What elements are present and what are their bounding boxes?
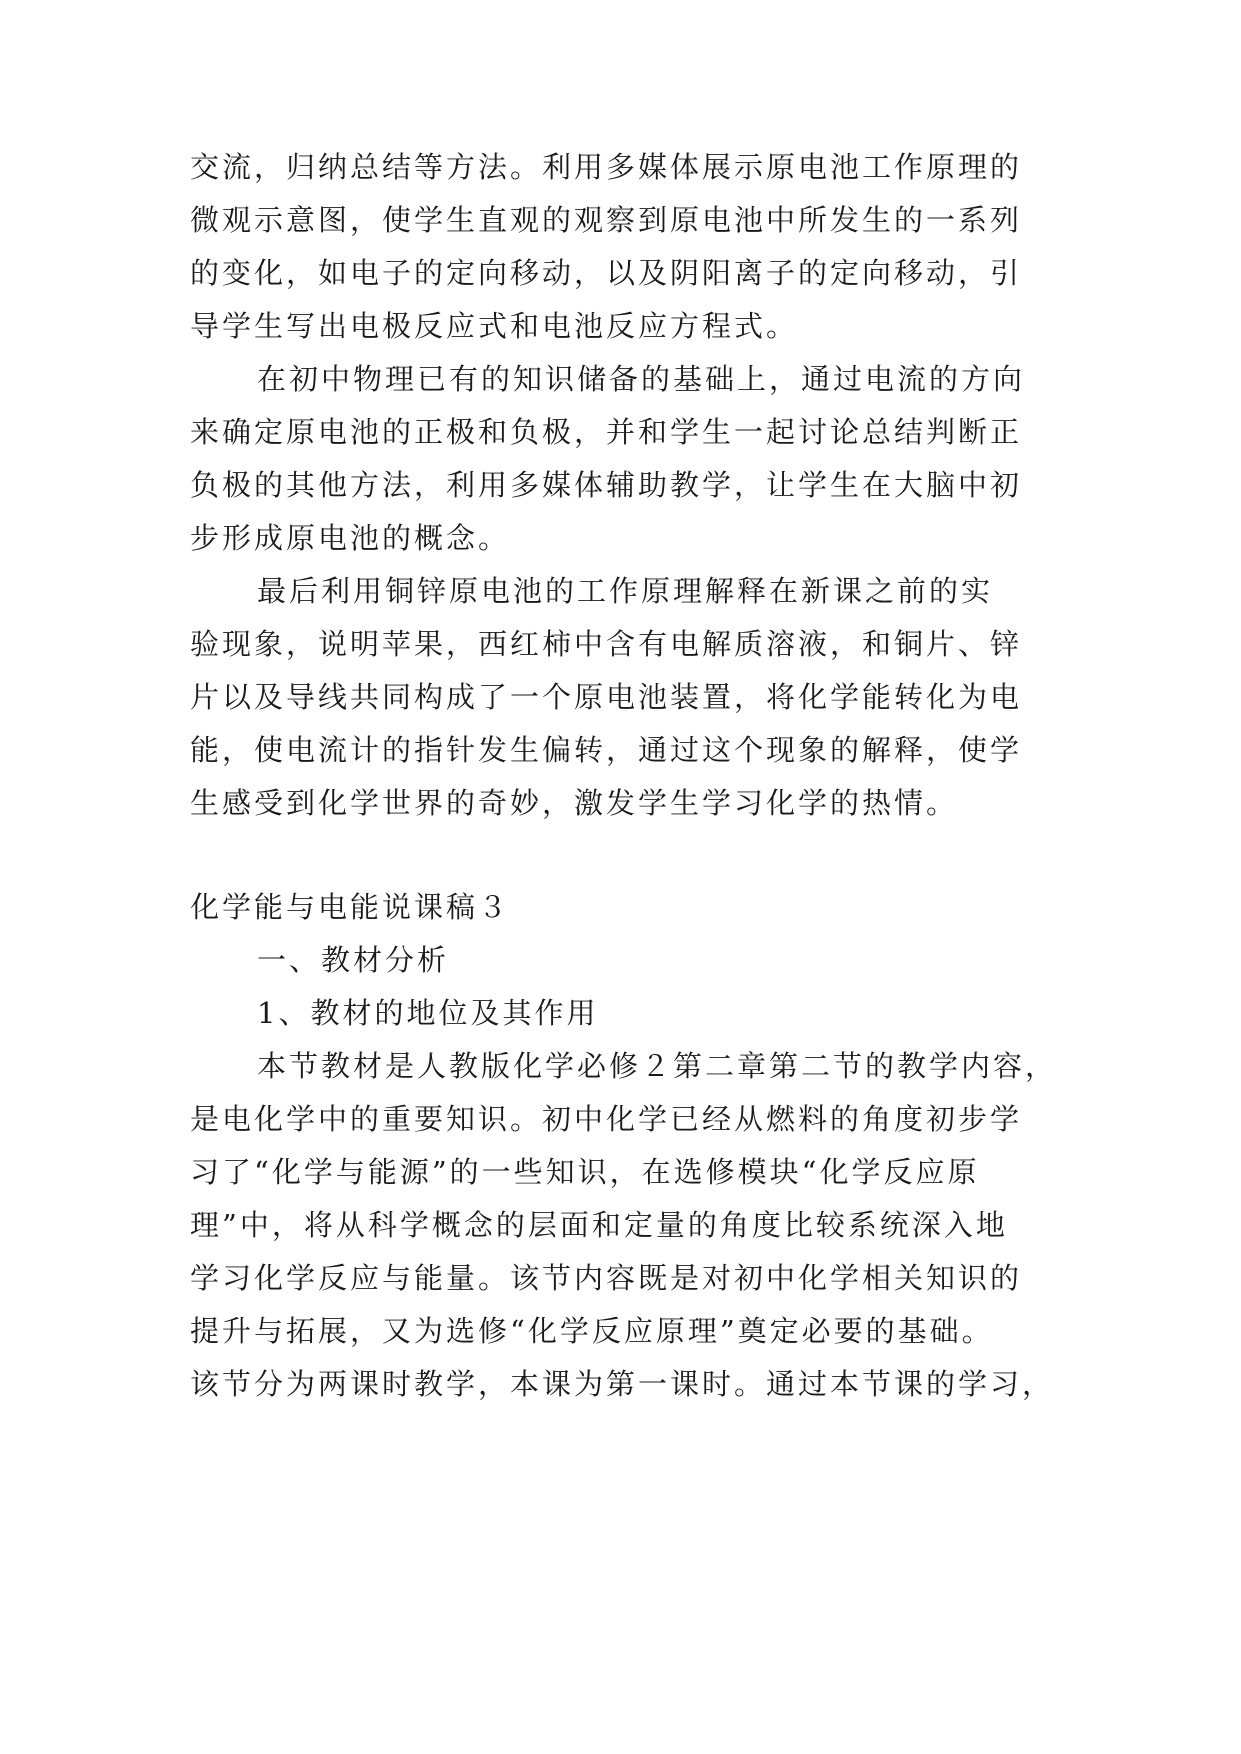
paragraph-3-line-2: 验现象，说明苹果，西红柿中含有电解质溶液，和铜片、锌: [190, 627, 1023, 661]
paragraph-1-line-1: 交流，归纳总结等方法。利用多媒体展示原电池工作原理的: [190, 150, 1023, 184]
paragraph-3-line-4: 能，使电流计的指针发生偏转，通过这个现象的解释，使学: [190, 733, 1023, 767]
paragraph-2-line-4: 步形成原电池的概念。: [190, 521, 511, 555]
paragraph-2-line-1: 在初中物理已有的知识储备的基础上，通过电流的方向: [257, 362, 1026, 396]
paragraph-4-line-5: 学习化学反应与能量。该节内容既是对初中化学相关知识的: [190, 1261, 1023, 1295]
paragraph-1-line-4: 导学生写出电极反应式和电池反应方程式。: [190, 309, 799, 343]
paragraph-4-line-6: 提升与拓展，又为选修“化学反应原理”奠定必要的基础。: [190, 1314, 994, 1348]
heading-2: 1、教材的地位及其作用: [257, 996, 599, 1030]
paragraph-1-line-2: 微观示意图，使学生直观的观察到原电池中所发生的一系列: [190, 203, 1023, 237]
paragraph-2-line-2: 来确定原电池的正极和负极，并和学生一起讨论总结判断正: [190, 415, 1023, 449]
paragraph-4-line-4: 理”中，将从科学概念的层面和定量的角度比较系统深入地: [190, 1208, 1008, 1242]
heading-1: 一、教材分析: [257, 943, 450, 977]
paragraph-4-line-2: 是电化学中的重要知识。初中化学已经从燃料的角度初步学: [190, 1102, 1023, 1136]
paragraph-4-line-1: 本节教材是人教版化学必修２第二章第二节的教学内容，: [257, 1049, 1058, 1083]
paragraph-2-line-3: 负极的其他方法，利用多媒体辅助教学，让学生在大脑中初: [190, 468, 1023, 502]
paragraph-4-line-3: 习了“化学与能源”的一些知识，在选修模块“化学反应原: [190, 1155, 980, 1189]
paragraph-3-line-1: 最后利用铜锌原电池的工作原理解释在新课之前的实: [257, 574, 994, 608]
section-title: 化学能与电能说课稿３: [190, 890, 511, 924]
paragraph-3-line-5: 生感受到化学世界的奇妙，激发学生学习化学的热情。: [190, 786, 959, 820]
paragraph-4-line-7: 该节分为两课时教学，本课为第一课时。通过本节课的学习，: [190, 1367, 1055, 1401]
paragraph-3-line-3: 片以及导线共同构成了一个原电池装置，将化学能转化为电: [190, 680, 1023, 714]
paragraph-1-line-3: 的变化，如电子的定向移动，以及阴阳离子的定向移动，引: [190, 256, 1023, 290]
